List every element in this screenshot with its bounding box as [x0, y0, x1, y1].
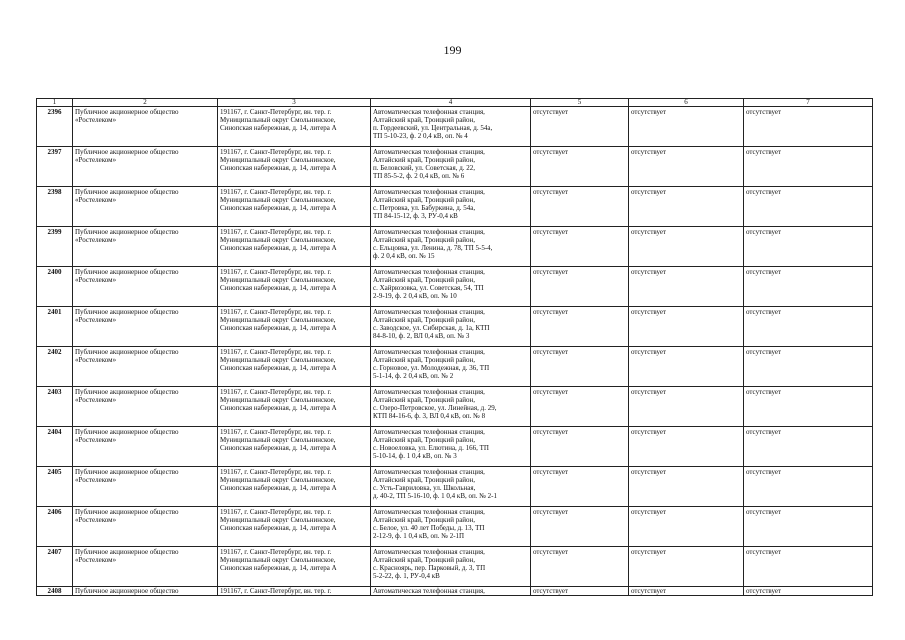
cell-line: ТП 5-10-23, ф. 2 0,4 кВ, оп. № 4 [373, 132, 468, 140]
cell-line: Публичное акционерное общество [75, 268, 179, 276]
organization-cell [73, 267, 218, 307]
cell-line: ф. 2 0,4 кВ, оп. № 15 [373, 252, 435, 260]
cell-line: Алтайский край, Троицкий район, [373, 276, 476, 284]
address-cell [218, 507, 371, 547]
cell-line: с. Петровка, ул. Бабуркина, д. 54а, [373, 204, 476, 212]
status-cell: отсутствует [531, 427, 629, 467]
object-cell [371, 147, 531, 187]
table-row [37, 147, 873, 187]
address-cell [218, 267, 371, 307]
status-cell: отсутствует [531, 587, 629, 596]
cell-line: Автоматическая телефонная станция, [373, 188, 485, 196]
status-cell: отсутствует [629, 147, 744, 187]
cell-line: п. Гордеевский, ул. Центральная, д. 54а, [373, 124, 493, 132]
table-row [37, 467, 873, 507]
cell-line: п. Беловский, ул. Советская, д. 22, [373, 164, 476, 172]
status-cell: отсутствует [744, 547, 873, 587]
cell-line: Синопская набережная, д. 14, литера А [220, 404, 337, 412]
cell-line: Алтайский край, Троицкий район, [373, 436, 476, 444]
address-cell [218, 147, 371, 187]
registry-table [36, 98, 873, 596]
cell-line: Автоматическая телефонная станция, [373, 348, 485, 356]
cell-line: 191167, г. Санкт-Петербург, вн. тер. г. [220, 508, 332, 516]
cell-line: «Ростелеком» [75, 236, 117, 244]
cell-line: 191167, г. Санкт-Петербург, вн. тер. г. [220, 587, 332, 595]
status-cell: отсутствует [531, 547, 629, 587]
cell-line: 5-2-22, ф. 1, РУ-0,4 кВ [373, 572, 440, 580]
cell-line: Алтайский край, Троицкий район, [373, 356, 476, 364]
status-cell: отсутствует [629, 227, 744, 267]
cell-line: Алтайский край, Троицкий район, [373, 396, 476, 404]
address-cell [218, 387, 371, 427]
cell-line: Автоматическая телефонная станция, [373, 308, 485, 316]
cell-line: Муниципальный округ Смольнинское, [220, 316, 336, 324]
cell-line: с. Озеро-Петровское, ул. Линейная, д. 29, [373, 404, 497, 412]
cell-line: «Ростелеком» [75, 116, 117, 124]
status-cell: отсутствует [531, 147, 629, 187]
object-cell [371, 467, 531, 507]
cell-line: 191167, г. Санкт-Петербург, вн. тер. г. [220, 468, 332, 476]
status-cell: отсутствует [629, 307, 744, 347]
cell-line: Муниципальный округ Смольнинское, [220, 476, 336, 484]
table-row [37, 227, 873, 267]
cell-line: с. Белое, ул. 40 лет Победы, д. 13, ТП [373, 524, 485, 532]
row-number-cell: 2403 [37, 387, 73, 427]
status-cell: отсутствует [744, 427, 873, 467]
cell-line: 191167, г. Санкт-Петербург, вн. тер. г. [220, 108, 332, 116]
cell-line: Алтайский край, Троицкий район, [373, 516, 476, 524]
page-number: 199 [443, 43, 462, 57]
cell-line: Автоматическая телефонная станция, [373, 468, 485, 476]
cell-line: Автоматическая телефонная станция, [373, 148, 485, 156]
column-header: 2 [73, 99, 218, 107]
organization-cell [73, 347, 218, 387]
cell-line: Публичное акционерное общество [75, 587, 179, 595]
cell-line: Синопская набережная, д. 14, литера А [220, 324, 337, 332]
cell-line: Автоматическая телефонная станция, [373, 108, 485, 116]
cell-line: Муниципальный округ Смольнинское, [220, 116, 336, 124]
status-cell: отсутствует [531, 267, 629, 307]
address-cell [218, 107, 371, 147]
cell-line: Алтайский край, Троицкий район, [373, 556, 476, 564]
cell-line: 191167, г. Санкт-Петербург, вн. тер. г. [220, 228, 332, 236]
cell-line: «Ростелеком» [75, 156, 117, 164]
cell-line: «Ростелеком» [75, 356, 117, 364]
table-row [37, 507, 873, 547]
cell-line: Публичное акционерное общество [75, 348, 179, 356]
status-cell: отсутствует [629, 187, 744, 227]
column-header: 5 [531, 99, 629, 107]
cell-line: Муниципальный округ Смольнинское, [220, 236, 336, 244]
cell-line: Муниципальный округ Смольнинское, [220, 276, 336, 284]
cell-line: Публичное акционерное общество [75, 108, 179, 116]
cell-line: 191167, г. Санкт-Петербург, вн. тер. г. [220, 348, 332, 356]
cell-line: Алтайский край, Троицкий район, [373, 316, 476, 324]
cell-line: с. Новоеловка, ул. Елютина, д. 166, ТП [373, 444, 489, 452]
cell-line: Синопская набережная, д. 14, литера А [220, 204, 337, 212]
object-cell [371, 227, 531, 267]
status-cell: отсутствует [531, 507, 629, 547]
status-cell: отсутствует [629, 547, 744, 587]
status-cell: отсутствует [744, 147, 873, 187]
status-cell: отсутствует [629, 467, 744, 507]
status-cell: отсутствует [531, 387, 629, 427]
table-row [37, 587, 873, 596]
status-cell: отсутствует [744, 467, 873, 507]
organization-cell [73, 147, 218, 187]
organization-cell [73, 107, 218, 147]
cell-line: «Ростелеком» [75, 436, 117, 444]
object-cell [371, 507, 531, 547]
row-number-cell: 2405 [37, 467, 73, 507]
cell-line: с. Ельцовка, ул. Ленина, д. 78, ТП 5-5-4, [373, 244, 493, 252]
organization-cell [73, 467, 218, 507]
address-cell [218, 547, 371, 587]
cell-line: «Ростелеком» [75, 556, 117, 564]
cell-line: КТП 84-16-6, ф. 3, ВЛ 0,4 кВ, оп. № 8 [373, 412, 486, 420]
status-cell: отсутствует [744, 267, 873, 307]
cell-line: «Ростелеком» [75, 196, 117, 204]
column-header: 4 [371, 99, 531, 107]
address-cell [218, 187, 371, 227]
organization-cell [73, 427, 218, 467]
cell-line: Автоматическая телефонная станция, [373, 228, 485, 236]
organization-cell [73, 187, 218, 227]
status-cell: отсутствует [531, 227, 629, 267]
cell-line: «Ростелеком» [75, 476, 117, 484]
cell-line: д. 40-2, ТП 5-16-10, ф. 1 0,4 кВ, оп. № 2-1 [373, 492, 497, 500]
cell-line: с. Горновое, ул. Молодежная, д. 36, ТП [373, 364, 490, 372]
cell-line: 191167, г. Санкт-Петербург, вн. тер. г. [220, 188, 332, 196]
row-number-cell: 2400 [37, 267, 73, 307]
address-cell [218, 587, 371, 596]
cell-line: Алтайский край, Троицкий район, [373, 116, 476, 124]
table-row [37, 187, 873, 227]
cell-line: Публичное акционерное общество [75, 188, 179, 196]
row-number-cell: 2398 [37, 187, 73, 227]
table-row [37, 267, 873, 307]
column-header: 3 [218, 99, 371, 107]
cell-line: Муниципальный округ Смольнинское, [220, 436, 336, 444]
cell-line: Автоматическая телефонная станция, [373, 508, 485, 516]
cell-line: ТП 85-5-2, ф. 2 0,4 кВ, оп. № 6 [373, 172, 465, 180]
object-cell [371, 267, 531, 307]
organization-cell [73, 307, 218, 347]
status-cell: отсутствует [629, 587, 744, 596]
cell-line: 191167, г. Санкт-Петербург, вн. тер. г. [220, 268, 332, 276]
object-cell [371, 427, 531, 467]
cell-line: Муниципальный округ Смольнинское, [220, 196, 336, 204]
row-number-cell: 2404 [37, 427, 73, 467]
table-header-row [37, 99, 873, 107]
address-cell [218, 307, 371, 347]
status-cell: отсутствует [744, 347, 873, 387]
table-row [37, 307, 873, 347]
cell-line: ТП 84-15-12, ф. 3, РУ-0,4 кВ [373, 212, 458, 220]
cell-line: 191167, г. Санкт-Петербург, вн. тер. г. [220, 388, 332, 396]
cell-line: Алтайский край, Троицкий район, [373, 476, 476, 484]
column-header: 7 [744, 99, 873, 107]
cell-line: с. Красноярь, пер. Парковый, д. 3, ТП [373, 564, 486, 572]
object-cell [371, 387, 531, 427]
row-number-cell: 2399 [37, 227, 73, 267]
object-cell [371, 187, 531, 227]
cell-line: 84-8-10, ф. 2, ВЛ 0,4 кВ, оп. № 3 [373, 332, 470, 340]
cell-line: Синопская набережная, д. 14, литера А [220, 524, 337, 532]
status-cell: отсутствует [531, 467, 629, 507]
cell-line: «Ростелеком» [75, 396, 117, 404]
cell-line: Синопская набережная, д. 14, литера А [220, 484, 337, 492]
status-cell: отсутствует [629, 507, 744, 547]
table-body [37, 107, 873, 596]
row-number-cell: 2401 [37, 307, 73, 347]
cell-line: с. Заводское, ул. Сибирская, д. 1а, КТП [373, 324, 490, 332]
object-cell [371, 107, 531, 147]
cell-line: 5-10-14, ф. 1 0,4 кВ, оп. № 3 [373, 452, 457, 460]
row-number-cell: 2407 [37, 547, 73, 587]
cell-line: Публичное акционерное общество [75, 508, 179, 516]
status-cell: отсутствует [629, 347, 744, 387]
cell-line: с. Усть-Гавриловка, ул. Школьная, [373, 484, 476, 492]
cell-line: Публичное акционерное общество [75, 388, 179, 396]
cell-line: Алтайский край, Троицкий район, [373, 156, 476, 164]
cell-line: Муниципальный округ Смольнинское, [220, 516, 336, 524]
cell-line: Муниципальный округ Смольнинское, [220, 556, 336, 564]
object-cell [371, 347, 531, 387]
cell-line: 191167, г. Санкт-Петербург, вн. тер. г. [220, 548, 332, 556]
cell-line: Синопская набережная, д. 14, литера А [220, 164, 337, 172]
cell-line: Публичное акционерное общество [75, 428, 179, 436]
row-number-cell: 2406 [37, 507, 73, 547]
cell-line: Синопская набережная, д. 14, литера А [220, 564, 337, 572]
cell-line: Синопская набережная, д. 14, литера А [220, 124, 337, 132]
cell-line: Синопская набережная, д. 14, литера А [220, 364, 337, 372]
cell-line: 5-1-14, ф. 2 0,4 кВ, оп. № 2 [373, 372, 454, 380]
status-cell: отсутствует [744, 507, 873, 547]
cell-line: Алтайский край, Троицкий район, [373, 236, 476, 244]
row-number-cell: 2396 [37, 107, 73, 147]
cell-line: 191167, г. Санкт-Петербург, вн. тер. г. [220, 148, 332, 156]
status-cell: отсутствует [531, 307, 629, 347]
organization-cell [73, 547, 218, 587]
cell-line: Публичное акционерное общество [75, 228, 179, 236]
cell-line: Автоматическая телефонная станция, [373, 268, 485, 276]
cell-line: 191167, г. Санкт-Петербург, вн. тер. г. [220, 308, 332, 316]
address-cell [218, 467, 371, 507]
cell-line: «Ростелеком» [75, 516, 117, 524]
organization-cell [73, 507, 218, 547]
table-row [37, 107, 873, 147]
organization-cell [73, 227, 218, 267]
organization-cell [73, 587, 218, 596]
cell-line: Синопская набережная, д. 14, литера А [220, 244, 337, 252]
column-header: 6 [629, 99, 744, 107]
cell-line: Публичное акционерное общество [75, 148, 179, 156]
cell-line: Муниципальный округ Смольнинское, [220, 156, 336, 164]
object-cell [371, 587, 531, 596]
cell-line: 2-12-9, ф. 1 0,4 кВ, оп. № 2-1П [373, 532, 465, 540]
cell-line: 2-9-19, ф. 2 0,4 кВ, оп. № 10 [373, 292, 457, 300]
status-cell: отсутствует [629, 387, 744, 427]
status-cell: отсутствует [744, 187, 873, 227]
address-cell [218, 347, 371, 387]
row-number-cell: 2408 [37, 587, 73, 596]
cell-line: Автоматическая телефонная станция, [373, 587, 485, 595]
status-cell: отсутствует [744, 307, 873, 347]
status-cell: отсутствует [629, 107, 744, 147]
cell-line: Автоматическая телефонная станция, [373, 388, 485, 396]
cell-line: Муниципальный округ Смольнинское, [220, 356, 336, 364]
table-row [37, 387, 873, 427]
cell-line: Синопская набережная, д. 14, литера А [220, 284, 337, 292]
column-header: 1 [37, 99, 73, 107]
organization-cell [73, 387, 218, 427]
cell-line: с. Хайрюзовка, ул. Советская, 54, ТП [373, 284, 484, 292]
cell-line: «Ростелеком» [75, 276, 117, 284]
cell-line: Публичное акционерное общество [75, 548, 179, 556]
cell-line: Алтайский край, Троицкий район, [373, 196, 476, 204]
object-cell [371, 547, 531, 587]
address-cell [218, 227, 371, 267]
row-number-cell: 2402 [37, 347, 73, 387]
cell-line: 191167, г. Санкт-Петербург, вн. тер. г. [220, 428, 332, 436]
status-cell: отсутствует [744, 387, 873, 427]
cell-line: Публичное акционерное общество [75, 308, 179, 316]
status-cell: отсутствует [744, 107, 873, 147]
table-row [37, 427, 873, 467]
cell-line: «Ростелеком» [75, 316, 117, 324]
cell-line: Муниципальный округ Смольнинское, [220, 396, 336, 404]
status-cell: отсутствует [531, 187, 629, 227]
cell-line: Автоматическая телефонная станция, [373, 428, 485, 436]
address-cell [218, 427, 371, 467]
table-row [37, 547, 873, 587]
cell-line: Публичное акционерное общество [75, 468, 179, 476]
row-number-cell: 2397 [37, 147, 73, 187]
status-cell: отсутствует [531, 347, 629, 387]
table-row [37, 347, 873, 387]
status-cell: отсутствует [531, 107, 629, 147]
status-cell: отсутствует [744, 227, 873, 267]
object-cell [371, 307, 531, 347]
status-cell: отсутствует [629, 267, 744, 307]
cell-line: Автоматическая телефонная станция, [373, 548, 485, 556]
status-cell: отсутствует [744, 587, 873, 596]
status-cell: отсутствует [629, 427, 744, 467]
cell-line: Синопская набережная, д. 14, литера А [220, 444, 337, 452]
